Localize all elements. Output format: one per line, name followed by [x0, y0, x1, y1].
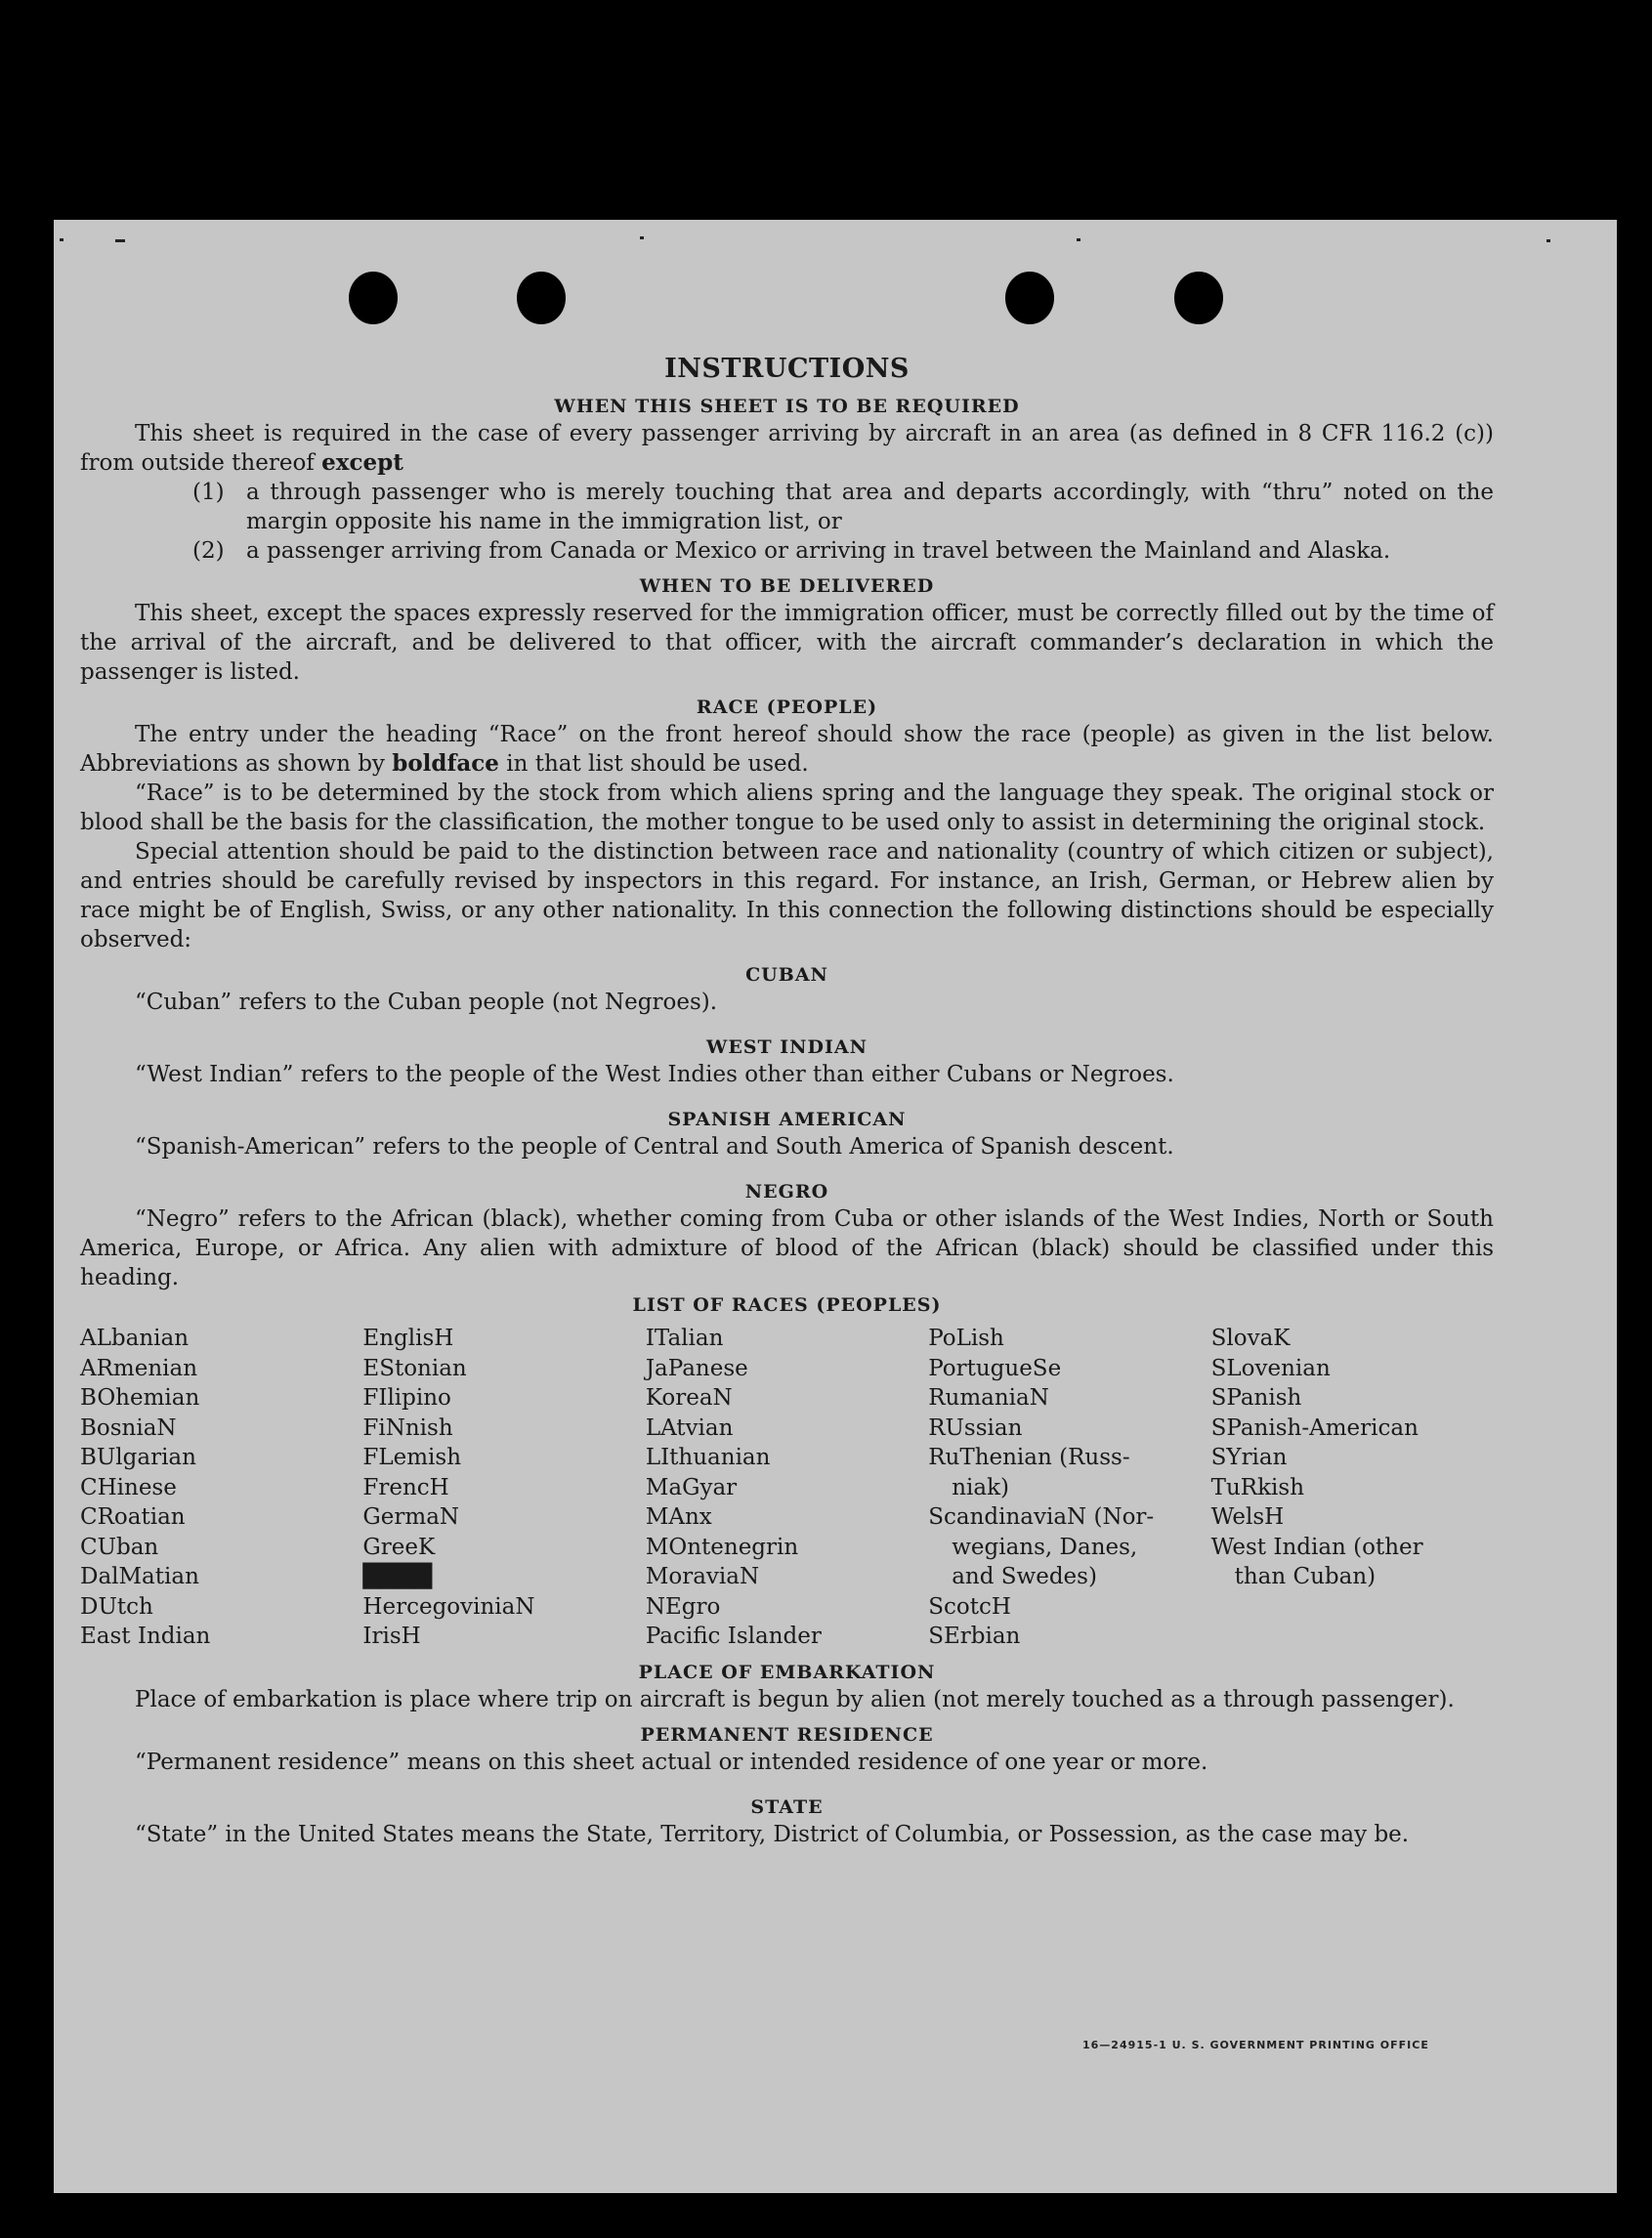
race-entry: GreeK — [362, 1534, 436, 1560]
cuban-paragraph: “Cuban” refers to the Cuban people (not Negroes). — [135, 990, 718, 1015]
speck-mark — [640, 236, 644, 239]
race-paragraph-3: Special attention should be paid to the distinction between race and nationality (country of which citizen or subject), and entries should be carefully revised by inspectors in this regard. For instance, an Irish, German, or Hebrew alien by race might be of English, Swiss, or any other nationality. In this connection the following distinctions should be especially observed: — [80, 839, 1494, 952]
race-entry: EStonian — [362, 1355, 467, 1381]
speck-mark — [60, 238, 64, 241]
exception-number: (1) — [192, 480, 225, 505]
race-entry: SPanish — [1210, 1385, 1302, 1411]
race-entry: ITalian — [645, 1326, 724, 1351]
race-entry: ScotcH — [928, 1593, 1011, 1620]
race-entry: RuThenian (Russ- — [928, 1445, 1130, 1470]
west-indian-paragraph: “West Indian” refers to the people of the West Indies other than either Cubans or Negroes. — [135, 1062, 1174, 1087]
exception-item-1 — [80, 478, 1494, 536]
race-entry: FIlipino — [362, 1385, 451, 1411]
section-heading-when-delivered: WHEN TO BE DELIVERED — [639, 575, 935, 597]
race-entry: MaGyar — [645, 1474, 738, 1500]
race-entry: IrisH — [362, 1624, 421, 1649]
race-p1-bold: boldface — [392, 750, 499, 777]
race-entry: SErbian — [928, 1624, 1021, 1649]
race-entry: NEgro — [645, 1593, 721, 1620]
race-entry: MOntenegrin — [645, 1534, 799, 1560]
race-entry: CHinese — [80, 1474, 177, 1500]
race-entry: PoLish — [928, 1326, 1004, 1351]
place-of-embarkation-paragraph: Place of embarkation is place where trip on aircraft is begun by alien (not merely touched as a through passenger). — [135, 1686, 1455, 1712]
race-entry: JaPanese — [645, 1355, 748, 1381]
section-heading-permanent-residence: PERMANENT RESIDENCE — [640, 1723, 934, 1746]
race-column-5 — [1211, 1324, 1494, 1652]
permanent-residence-paragraph: “Permanent residence” means on this sheet actual or intended residence of one year or more. — [135, 1749, 1208, 1775]
race-list — [80, 1324, 1494, 1652]
state-paragraph: “State” in the United States means the State, Territory, District of Columbia, or Possession, as the case may be. — [135, 1821, 1410, 1847]
document-sheet — [54, 220, 1617, 2193]
when-delivered-paragraph: This sheet, except the spaces expressly reserved for the immigration officer, must be correctly filled out by the time of the arrival of the aircraft, and be delivered to that officer, with the aircraft commander’s declaration in which the passenger is listed. — [80, 601, 1494, 685]
speck-mark — [1077, 238, 1080, 241]
section-heading-negro: NEGRO — [744, 1181, 829, 1203]
race-entry: West Indian (other — [1210, 1534, 1423, 1560]
race-entry: DalMatian — [80, 1564, 199, 1589]
race-column-2 — [362, 1324, 645, 1652]
race-entry: EnglisH — [362, 1326, 454, 1351]
race-entry: ALbanian — [80, 1326, 190, 1351]
section-heading-list-of-races: LIST OF RACES (PEOPLES) — [632, 1294, 942, 1316]
race-entry: RUssian — [928, 1415, 1023, 1441]
spanish-american-paragraph: “Spanish-American” refers to the people of Central and South America of Spanish descent. — [135, 1134, 1174, 1160]
race-column-3 — [646, 1324, 928, 1652]
race-entry: SLovenian — [1210, 1355, 1331, 1381]
when-required-paragraph — [80, 419, 1494, 478]
race-entry: RumaniaN — [928, 1385, 1049, 1411]
page-title: INSTRUCTIONS — [664, 354, 910, 384]
race-entry: SlovaK — [1210, 1326, 1291, 1351]
race-entry: BUlgarian — [80, 1445, 196, 1470]
race-entry: GermaN — [362, 1504, 460, 1530]
race-entry: MoraviaN — [645, 1564, 760, 1589]
punch-hole — [1174, 272, 1223, 324]
race-column-1 — [80, 1324, 362, 1652]
section-heading-spanish-american: SPANISH AMERICAN — [667, 1109, 907, 1130]
race-entry: MAnx — [645, 1504, 712, 1530]
race-entry: DUtch — [80, 1593, 153, 1620]
section-heading-when-required: WHEN THIS SHEET IS TO BE REQUIRED — [554, 396, 1020, 417]
section-heading-state: STATE — [750, 1795, 824, 1818]
race-entry: CRoatian — [80, 1504, 186, 1530]
punch-hole — [349, 272, 398, 324]
section-heading-race: RACE (PEOPLE) — [696, 697, 878, 718]
exception-text: a through passenger who is merely touching that area and departs accordingly, with “thru” noted on the margin opposite his name in the immigration list, or — [246, 480, 1494, 534]
printer-imprint: 16—24915-1 U. S. GOVERNMENT PRINTING OFFICE — [1082, 2039, 1429, 2051]
race-entry: SYrian — [1210, 1445, 1288, 1470]
redacted-race-entry: ████ — [362, 1564, 433, 1589]
race-entry: WelsH — [1210, 1504, 1285, 1530]
instructions-content — [80, 355, 1494, 1849]
section-heading-west-indian: WEST INDIAN — [705, 1036, 868, 1058]
race-entry: FLemish — [362, 1445, 462, 1470]
race-entry: HercegoviniaN — [362, 1593, 535, 1620]
race-entry: East Indian — [80, 1624, 211, 1649]
exception-text: a passenger arriving from Canada or Mexico or arriving in travel between the Mainland and Alaska. — [246, 538, 1391, 564]
race-p1-text: The entry under the heading “Race” on the front hereof should show the race (people) as given in the list below. Abbreviations as shown by — [80, 722, 1494, 777]
race-entry: BosniaN — [80, 1415, 177, 1441]
punch-hole — [1005, 272, 1054, 324]
race-entry-continued: wegians, Danes, — [952, 1534, 1138, 1560]
exception-number: (2) — [192, 538, 225, 564]
race-entry-continued: than Cuban) — [1234, 1564, 1377, 1589]
race-entry: FrencH — [362, 1474, 449, 1500]
race-entry: SPanish-American — [1210, 1415, 1419, 1441]
race-p1-text-end: in that list should be used. — [498, 751, 809, 777]
race-column-4 — [928, 1324, 1210, 1652]
speck-mark — [1546, 239, 1550, 242]
race-entry: PortugueSe — [928, 1355, 1062, 1381]
race-entry: TuRkish — [1210, 1474, 1305, 1500]
race-entry-continued: and Swedes) — [952, 1564, 1097, 1589]
section-heading-cuban: CUBAN — [745, 964, 828, 986]
race-entry: ARmenian — [80, 1355, 198, 1381]
race-entry: LIthuanian — [645, 1445, 771, 1470]
race-entry: ScandinaviaN (Nor- — [928, 1504, 1155, 1530]
when-required-except: except — [321, 449, 403, 476]
exception-item-2 — [80, 536, 1494, 566]
race-entry: KoreaN — [645, 1385, 733, 1411]
race-entry: Pacific Islander — [645, 1624, 822, 1649]
speck-mark — [115, 239, 125, 242]
race-paragraph-1 — [80, 720, 1494, 779]
race-entry: LAtvian — [645, 1415, 734, 1441]
race-entry: FiNnish — [362, 1415, 453, 1441]
race-paragraph-2: “Race” is to be determined by the stock from which aliens spring and the language they speak. The original stock or blood shall be the basis for the classification, the mother tongue to be used only to assist in determining the original stock. — [80, 781, 1494, 835]
punch-hole — [517, 272, 566, 324]
when-required-intro: This sheet is required in the case of every passenger arriving by aircraft in an area (as defined in 8 CFR 116.2 (c)) from outside thereof — [80, 421, 1494, 476]
race-entry-continued: niak) — [952, 1474, 1010, 1500]
race-entry: BOhemian — [80, 1385, 200, 1411]
race-entry: CUban — [80, 1534, 159, 1560]
section-heading-place-of-embarkation: PLACE OF EMBARKATION — [638, 1661, 936, 1683]
negro-paragraph: “Negro” refers to the African (black), whether coming from Cuba or other islands of the West Indies, North or South America, Europe, or Africa. Any alien with admixture of blood of the African (black) should be classified under this heading. — [80, 1206, 1494, 1290]
